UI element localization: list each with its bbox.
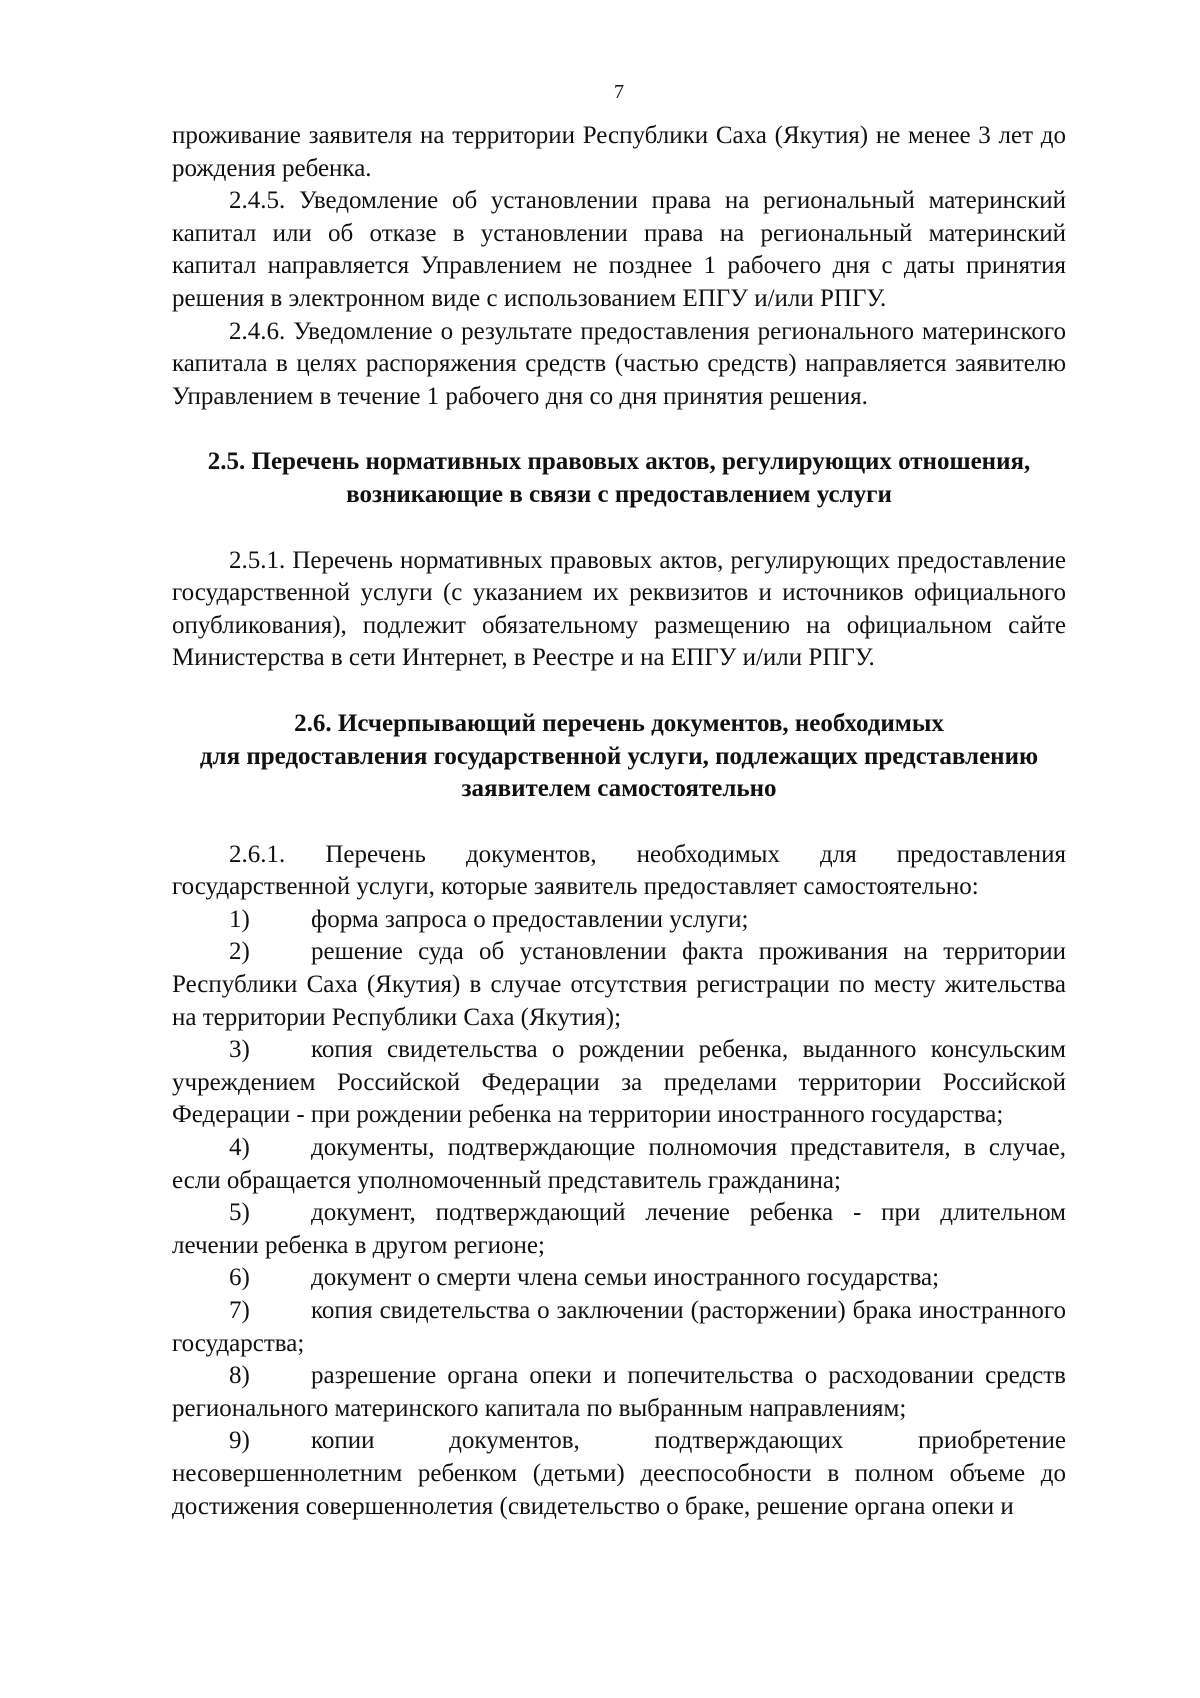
- list-item: [172, 1262, 1066, 1295]
- list-item-text: форма запроса о предоставлении услуги;: [311, 905, 749, 933]
- list-item-number: 9): [229, 1427, 250, 1455]
- list-item-number: 1): [229, 905, 250, 933]
- list-item-number: 3): [229, 1036, 250, 1064]
- list-item-text: документ о смерти члена семьи иностранного государства;: [311, 1264, 940, 1292]
- section-2-6-heading-line: 2.6. Исчерпывающий перечень документов, необходимых: [294, 709, 944, 737]
- section-2-5-heading-line: 2.5. Перечень нормативных правовых актов, регулирующих отношения,: [207, 448, 1031, 476]
- list-item-text: разрешение органа опеки и попечительства о расходовании средств регионального материнского капитала по выбранным направлениям;: [172, 1362, 1066, 1422]
- section-2-5-heading: [172, 446, 1066, 511]
- list-item-number: 5): [229, 1199, 250, 1227]
- clause-2-6-1: 2.6.1. Перечень документов, необходимых для предоставления государственной услуги, которые заявитель предоставляет самостоятельно:: [172, 840, 1066, 901]
- list-item: [172, 1425, 1066, 1523]
- paragraph-continuation: проживание заявителя на территории Республики Саха (Якутия) не менее 3 лет до рождения ребенка.: [172, 122, 1066, 182]
- list-item: [172, 1197, 1066, 1262]
- page-number: 7: [614, 81, 624, 103]
- list-item-text: копии документов, подтверждающих приобретение несовершеннолетним ребенком (детьми) дееспособности в полном объеме до достижения совершеннолетия (свидетельство о браке, решение органа опеки и: [172, 1427, 1066, 1520]
- list-item: [172, 1360, 1066, 1425]
- list-item-text: копия свидетельства о рождении ребенка, выданного консульским учреждением Российской Федерации за пределами территории Российской Федерации - при рождении ребенка на территории иностранного государства;: [172, 1036, 1066, 1129]
- list-item: [172, 904, 1066, 937]
- section-2-6-heading: [172, 708, 1066, 806]
- clause-2-5-1: 2.5.1. Перечень нормативных правовых актов, регулирующих предоставление государственной услуги (с указанием их реквизитов и источников официального опубликования), подлежит обязательному размещению на официальном сайте Министерства в сети Интернет, в Реестре и на ЕПГУ и/или РПГУ.: [172, 546, 1066, 672]
- list-item-text: документ, подтверждающий лечение ребенка - при длительном лечении ребенка в другом регионе;: [172, 1199, 1066, 1259]
- section-2-5-heading-line: возникающие в связи с предоставлением услуги: [346, 480, 892, 508]
- list-item: [172, 1295, 1066, 1360]
- section-2-6-heading-line: заявителем самостоятельно: [461, 775, 777, 803]
- list-item-text: копия свидетельства о заключении (расторжении) брака иностранного государства;: [172, 1297, 1066, 1357]
- section-2-6-heading-line: для предоставления государственной услуги, подлежащих представлению: [199, 742, 1039, 770]
- list-item: [172, 936, 1066, 1034]
- list-item-number: 2): [229, 938, 250, 966]
- list-item-text: решение суда об установлении факта проживания на территории Республики Саха (Якутия) в случае отсутствия регистрации по месту жительства на территории Республики Саха (Якутия);: [172, 938, 1066, 1031]
- document-list: [172, 904, 1066, 1523]
- list-item: [172, 1132, 1066, 1197]
- clause-2-4-5: 2.4.5. Уведомление об установлении права на региональный материнский капитал или об отказе в установлении права на региональный материнский капитал направляется Управлением не позднее 1 рабочего дня с даты принятия решения в электронном виде с использованием ЕПГУ и/или РПГУ.: [172, 187, 1066, 312]
- list-item-number: 6): [229, 1264, 250, 1292]
- list-item-number: 7): [229, 1297, 250, 1324]
- clause-2-4-6: 2.4.6. Уведомление о результате предоставления регионального материнского капитала в целях распоряжения средств (частью средств) направляется заявителю Управлением в течение 1 рабочего дня со дня принятия решения.: [172, 317, 1066, 410]
- list-item-number: 8): [229, 1362, 250, 1390]
- list-item: [172, 1034, 1066, 1132]
- list-item-text: документы, подтверждающие полномочия представителя, в случае, если обращается уполномоченный представитель гражданина;: [172, 1134, 1066, 1194]
- list-item-number: 4): [229, 1134, 250, 1162]
